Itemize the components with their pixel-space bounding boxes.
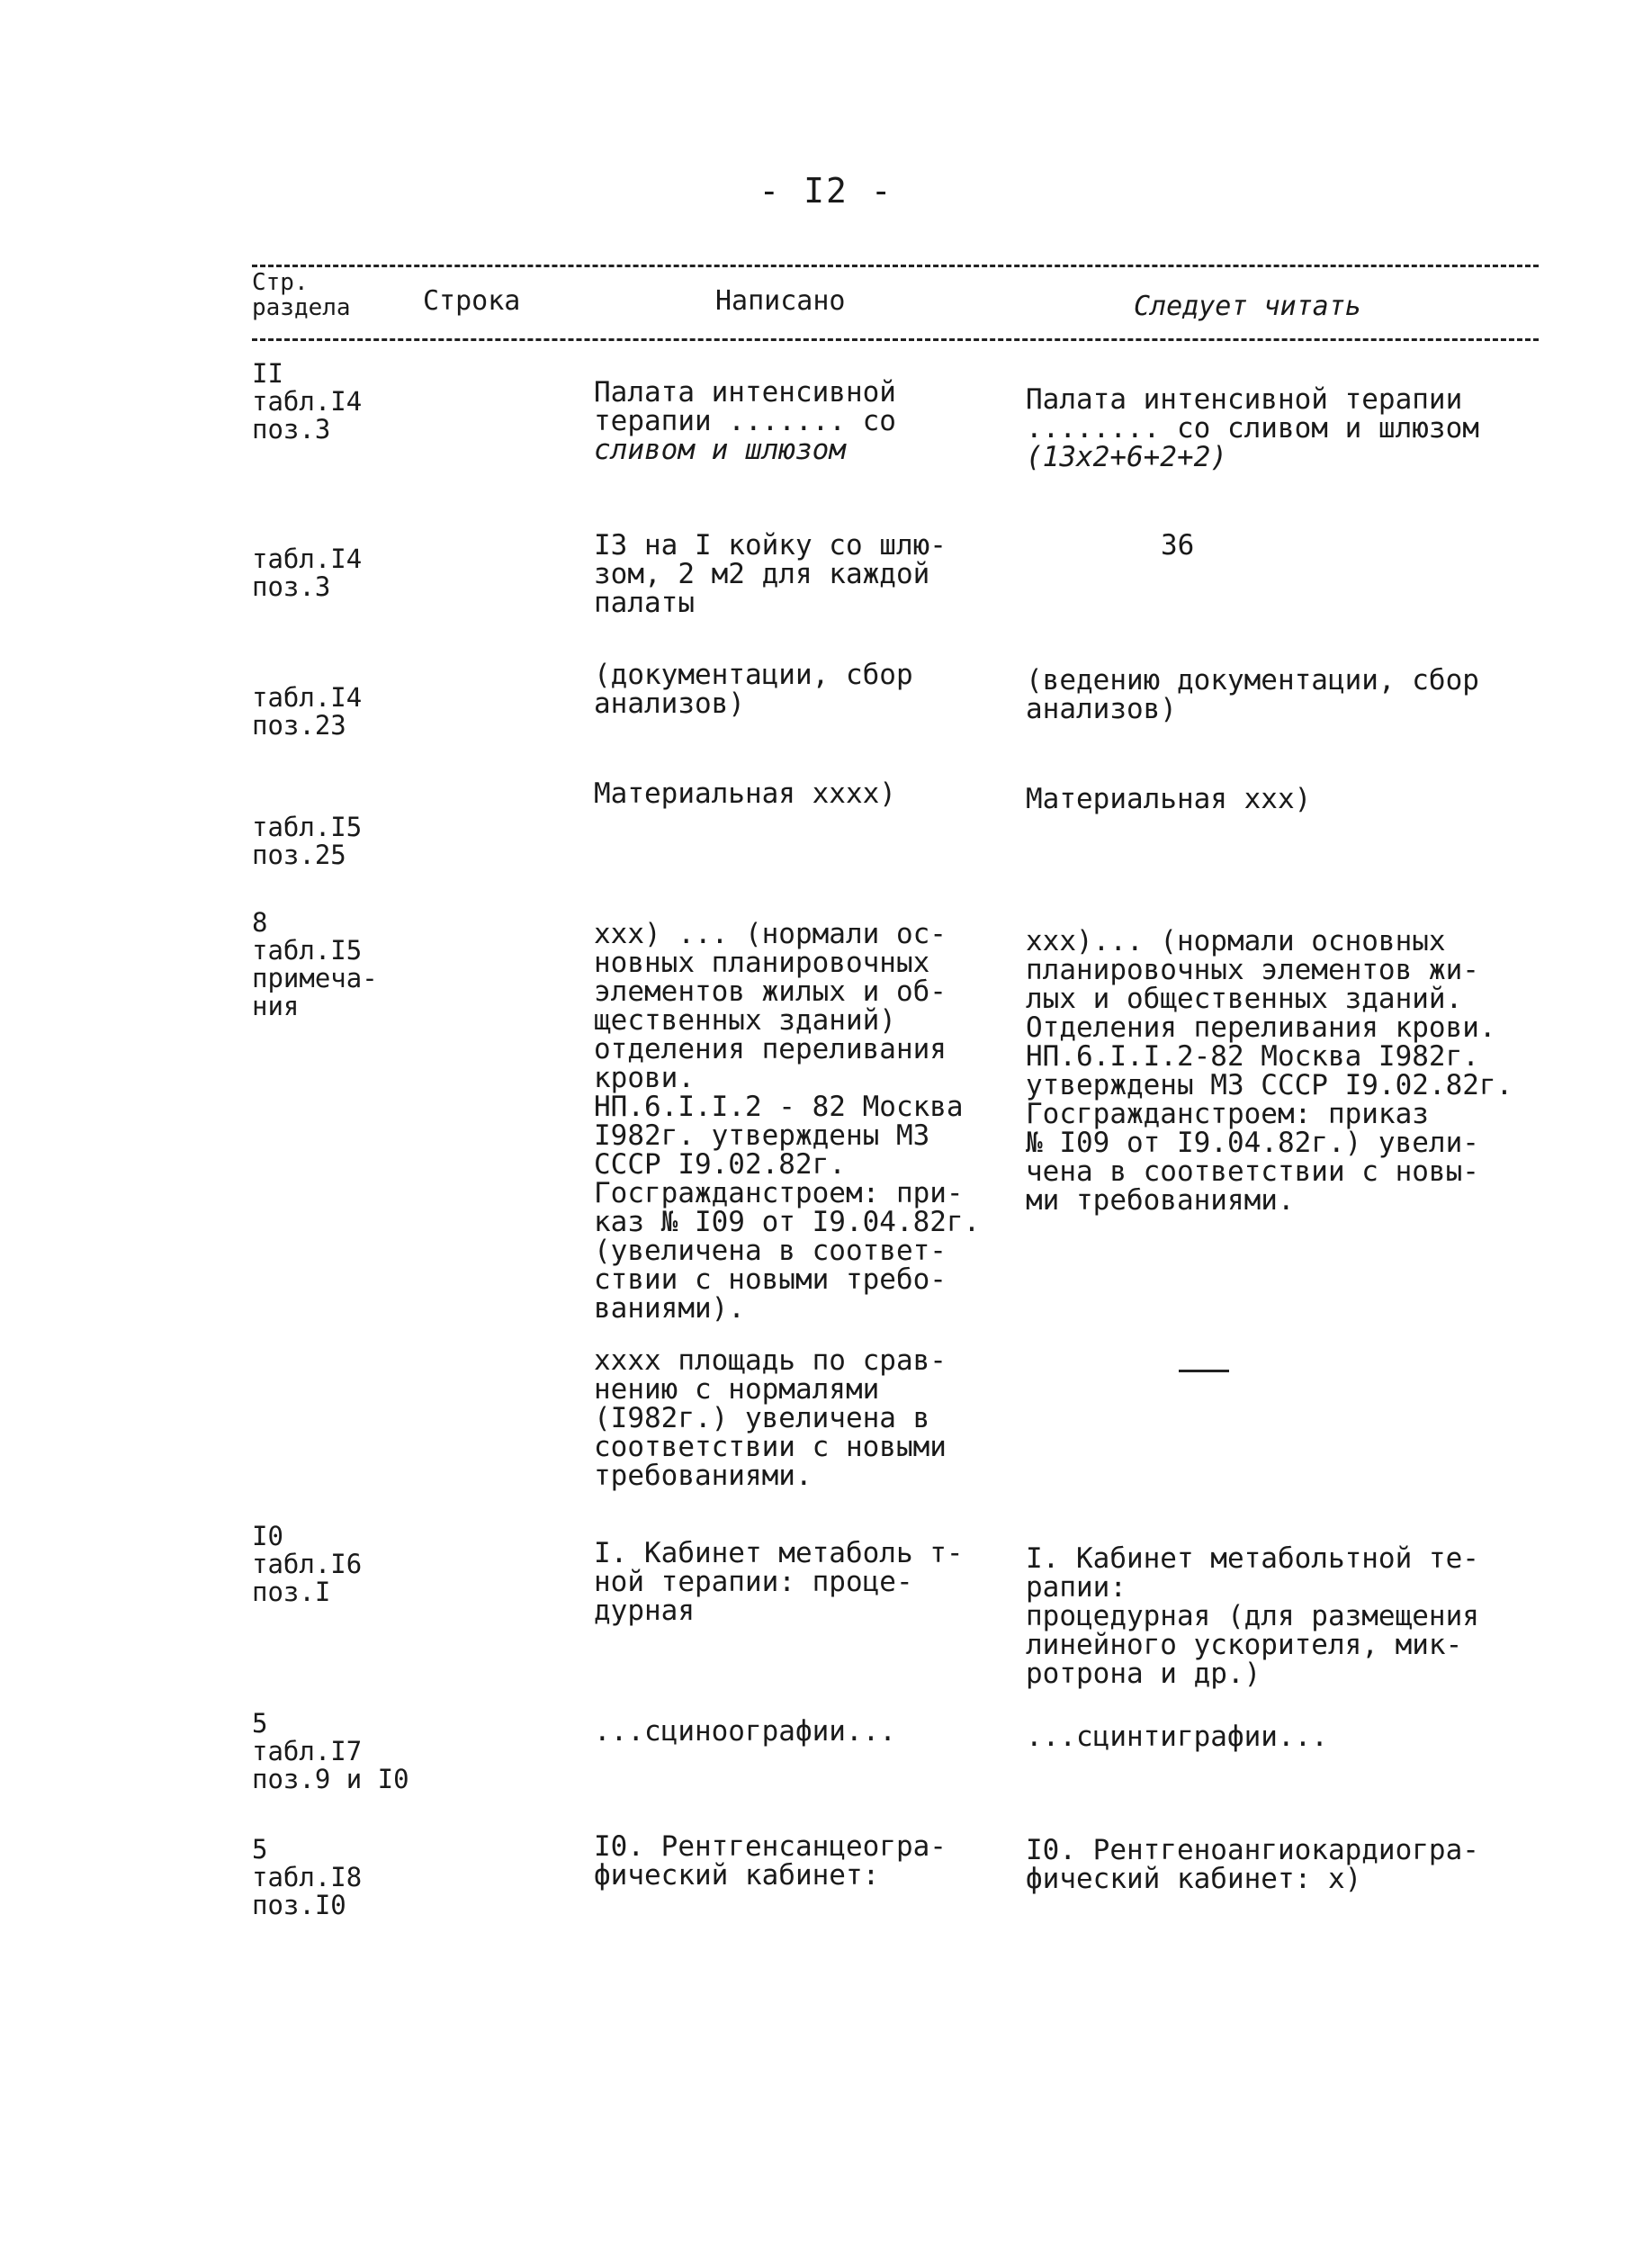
row-location: 5 табл.I7 поз.9 и I0: [252, 1708, 409, 1794]
row-should-read-dash: [1179, 1370, 1229, 1372]
row-should-read: Материальная xxx): [1026, 783, 1312, 815]
row-location: табл.I4 поз.23: [252, 682, 363, 741]
row-location: табл.I5 поз.25: [252, 812, 363, 870]
row-written: I0. Рентгенсанцеогра- фический кабинет:: [594, 1830, 947, 1892]
row-written: Материальная xxxx): [594, 777, 896, 810]
row-written: (документации, сбор анализов): [594, 659, 913, 720]
row-written: I3 на I койку со шлю- зом, 2 м2 для каждой палаты: [594, 529, 947, 619]
row-written-italic: сливом и шлюзом: [594, 434, 846, 466]
row-location: табл.I4 поз.3: [252, 544, 363, 602]
row-written: xxxx площадь по срав- нению с нормалями (I982г.) увеличена в соответствии с новыми требованиями.: [594, 1344, 947, 1492]
row-location: 8 табл.I5 примеча- ния: [252, 907, 378, 1021]
table-header-rule: [252, 338, 1539, 341]
page-number: - I2 -: [759, 171, 893, 211]
table-top-rule: [252, 265, 1539, 267]
row-should-read-italic: (13x2+6+2+2): [1026, 441, 1227, 473]
row-location: 5 табл.I8 поз.I0: [252, 1834, 363, 1920]
row-should-read: Палата интенсивной терапии ........ со сливом и шлюзом: [1026, 383, 1479, 445]
row-written: xxx) ... (нормали ос- новных планировочных элементов жилых и об- щественных зданий) отделения переливания крови. НП.6.I.I.2 - 82 Москва I982г. утверждены МЗ СССР I9.02.82г. Госгражданстроем: при- каз № I09 от I9.04.82г. (увеличена в соответ- ствии с новыми требо- ваниями).: [594, 918, 981, 1325]
row-written: Палата интенсивной терапии ....... со: [594, 376, 896, 437]
row-should-read: xxx)... (нормали основных планировочных элементов жи- лых и общественных зданий. Отделения переливания крови. НП.6.I.I.2-82 Москва I982г. утверждены МЗ СССР I9.02.82г. Госгражданстроем: приказ № I09 от I9.04.82г.) увели- чена в соответствии с новы- ми требованиями.: [1026, 925, 1513, 1217]
row-should-read: (ведению документации, сбор анализов): [1026, 664, 1479, 725]
row-should-read: 36: [1161, 529, 1195, 562]
header-should-read: Следует читать: [1134, 291, 1361, 322]
header-written: Написано: [715, 285, 846, 317]
row-written: I. Кабинет метаболь т- ной терапии: проце- дурная: [594, 1537, 964, 1627]
row-should-read: I. Кабинет метабольтной те- рапии: процедурная (для размещения линейного ускорителя, мик- ротрона и др.): [1026, 1542, 1479, 1690]
row-written: ...сциноографии...: [594, 1715, 896, 1748]
header-line: Строка: [423, 285, 521, 317]
row-location: I0 табл.I6 поз.I: [252, 1521, 363, 1607]
row-location: II табл.I4 поз.3: [252, 358, 363, 445]
row-should-read: [1179, 1346, 1180, 1375]
header-section: Стр. раздела: [252, 269, 351, 321]
row-should-read: ...сцинтиграфии...: [1026, 1721, 1328, 1753]
row-should-read: I0. Рентгеноангиокардиогра- фический кабинет: x): [1026, 1834, 1479, 1895]
